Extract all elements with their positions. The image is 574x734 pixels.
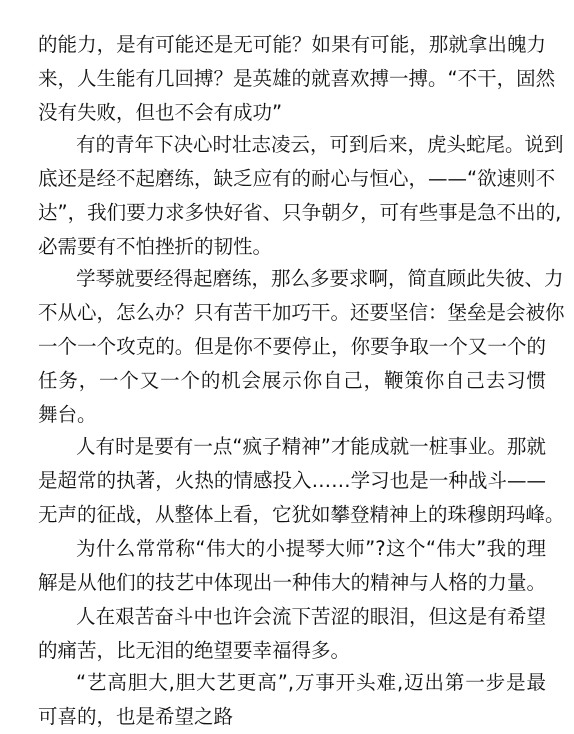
text-line: 的能力，是有可能还是无可能？如果有可能，那就拿出魄力: [38, 33, 546, 56]
text-line: “艺高胆大,胆大艺更高”,万事开头难,迈出第一步是最: [76, 671, 546, 694]
text-line: 任务，一个又一个的机会展示你自己，鞭策你自己去习惯: [38, 369, 546, 392]
text-line: 学琴就要经得起磨练，那么多要求啊，简直顾此失彼、力: [76, 267, 564, 290]
text-line: 必需要有不怕挫折的韧性。: [38, 235, 273, 258]
text-line: 舞台。: [38, 403, 97, 426]
text-line: 为什么常常称“伟大的小提琴大师”?这个“伟大”我的理: [76, 537, 546, 560]
text-line: 人有时是要有一点“疯子精神”才能成就一桩事业。那就: [76, 435, 546, 458]
text-line: 底还是经不起磨练，缺乏应有的耐心与恒心，——“欲速则不: [38, 167, 556, 190]
text-line: 不从心，怎么办？只有苦干加巧干。还要坚信：堡垒是会被你: [38, 301, 565, 324]
text-line: 一个一个攻克的。但是你不要停止，你要争取一个又一个的: [38, 335, 546, 358]
text-line: 的痛苦，比无泪的绝望要幸福得多。: [38, 639, 351, 662]
text-line: 人在艰苦奋斗中也许会流下苦涩的眼泪，但这是有希望: [76, 605, 546, 628]
text-line: 无声的征战，从整体上看，它犹如攀登精神上的珠穆朗玛峰。: [38, 503, 565, 526]
text-line: 没有失败，但也不会有成功”: [38, 101, 283, 124]
text-line: 有的青年下决心时壮志凌云，可到后来，虎头蛇尾。说到: [76, 133, 564, 156]
text-line: 是超常的执著，火热的情感投入……学习也是一种战斗——: [38, 469, 546, 492]
text-line: 解是从他们的技艺中体现出一种伟大的精神与人格的力量。: [38, 571, 546, 594]
text-line: 可喜的，也是希望之路: [38, 705, 234, 728]
text-line: 来，人生能有几回搏？是英雄的就喜欢搏一搏。“不干，固然: [38, 67, 556, 90]
text-line: 达”，我们要力求多快好省、只争朝夕，可有些事是急不出的,: [38, 201, 562, 224]
